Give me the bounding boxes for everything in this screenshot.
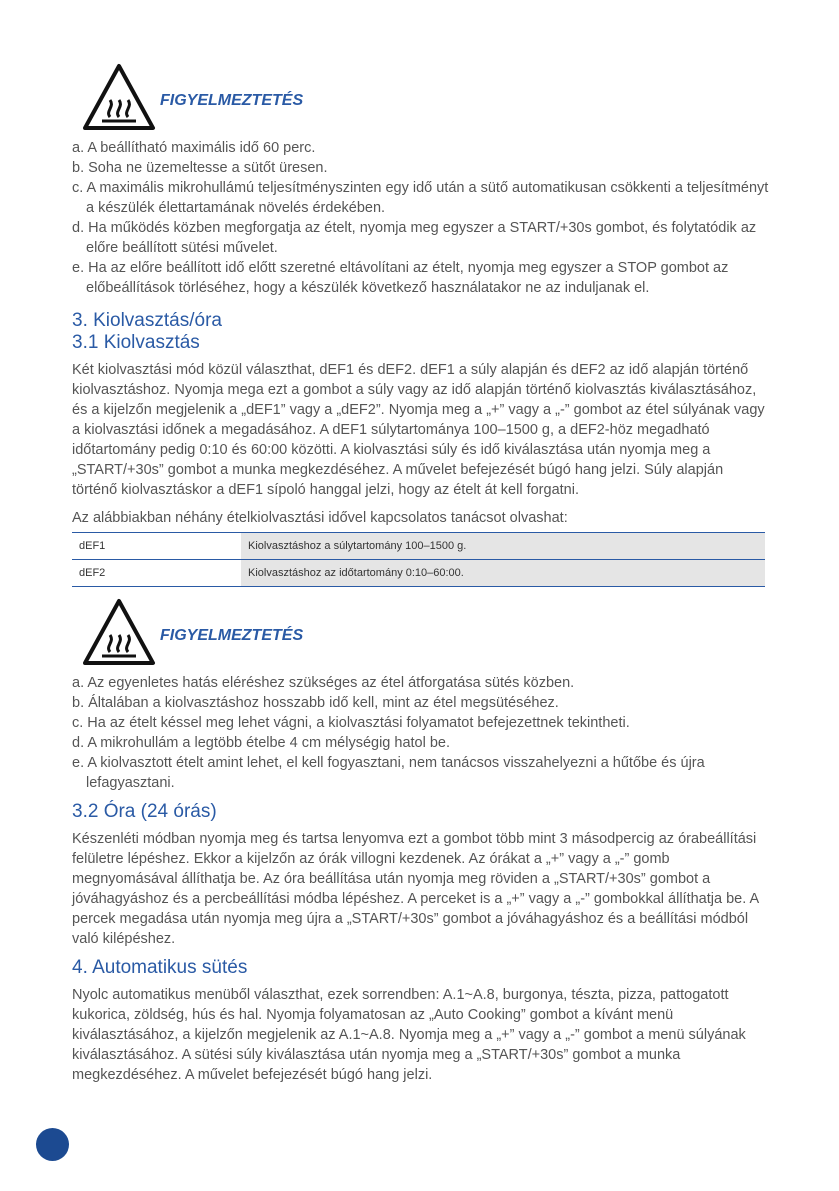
warning-list-2 — [72, 673, 772, 793]
subsection-heading: 3.2 Óra (24 órás) — [72, 801, 217, 822]
table-row — [72, 560, 765, 587]
warning-header-1 — [72, 62, 772, 138]
defrost-table — [72, 532, 765, 587]
list-item: c. A maximális mikrohullámú teljesítményszinten egy idő után a sütő automatikusan csökkenti a teljesítményt a készülék élettartamának növelés érdekében. — [72, 180, 769, 216]
table-cell: dEF2 — [72, 560, 241, 587]
section-heading: 4. Automatikus sütés — [72, 957, 248, 978]
paragraph: Két kiolvasztási mód közül választhat, dEF1 és dEF2. dEF1 a súly alapján és dEF2 az idő alapján történő kiolvasztáshoz. Nyomja mega ezt a gombot a súly vagy az idő alapján történő kiolvasztás kiválasztásához, és a kijelzőn megjelenik a „dEF1” vagy a „dEF2”. Nyomja meg a „+” vagy a „-” gombot az étel súlyának vagy a kiolvasztási időnek a megadásához. A dEF1 súlytartománya 100–1500 g, a dEF2-höz megadható időtartomány pedig 0:10 és 60:00 közötti. A kiolvasztási súly és idő kiválasztása után nyomja meg a „START/+30s” gombot a munka megkezdéséhez. A művelet befejezését búgó hang jelzi. Súly alapján történő kiolvasztáskor a dEF1 sípoló hanggal jelzi, hogy az ételt át kell forgatni. — [72, 362, 765, 498]
list-item: b. Általában a kiolvasztáshoz hosszabb idő kell, mint az étel megsütéséhez. — [72, 695, 559, 711]
list-item: d. Ha működés közben megforgatja az ételt, nyomja meg egyszer a START/+30s gombot, és folytatódik az előre beállított sütési művelet. — [72, 220, 757, 256]
table-cell: Kiolvasztáshoz a súlytartomány 100–1500 g. — [241, 533, 765, 560]
warning-list-1 — [72, 138, 772, 298]
hot-surface-warning-icon — [82, 597, 156, 667]
list-item: c. Ha az ételt késsel meg lehet vágni, a kiolvasztási folyamatot befejezettnek tekintheti. — [72, 715, 630, 731]
table-cell: Kiolvasztáshoz az időtartomány 0:10–60:00. — [241, 560, 765, 587]
page-content — [72, 62, 772, 1085]
paragraph: Készenléti módban nyomja meg és tartsa lenyomva ezt a gombot több mint 3 másodpercig az órabeállítási felületre lépéshez. Ekkor a kijelzőn az órák villogni kezdenek. Az órákat a „+” vagy a „-” gomb megnyomásával állíthatja be. Az óra beállítása után nyomja meg röviden a „START/+30s” gombot a jóváhagyáshoz és a percbeállítási módba lépéshez. A perceket is a „+” vagy a „-” gombokkal állíthatja be. A percek megadása után nyomja meg újra a „START/+30s” gombot a jóváhagyáshoz és a beállítási módból való kilépéshez. — [72, 831, 759, 947]
warning-title: FIGYELMEZTETÉS — [160, 92, 304, 109]
hot-surface-warning-icon — [82, 62, 156, 132]
list-item: e. Ha az előre beállított idő előtt szeretné eltávolítani az ételt, nyomja meg egyszer a STOP gombot az előbeállítások törléséhez, hogy a készülék következő használatakor ne az induljanak el. — [72, 260, 729, 296]
list-item: a. Az egyenletes hatás eléréshez szükséges az étel átforgatása sütés közben. — [72, 675, 575, 691]
page-marker-circle — [36, 1128, 69, 1161]
warning-title: FIGYELMEZTETÉS — [160, 627, 304, 644]
paragraph: Az alábbiakban néhány ételkiolvasztási idővel kapcsolatos tanácsot olvashat: — [72, 510, 568, 526]
section-heading: 3. Kiolvasztás/óra — [72, 310, 222, 331]
warning-header-2 — [72, 597, 772, 673]
list-item: b. Soha ne üzemeltesse a sütőt üresen. — [72, 160, 328, 176]
list-item: d. A mikrohullám a legtöbb ételbe 4 cm mélységig hatol be. — [72, 735, 451, 751]
list-item: e. A kiolvasztott ételt amint lehet, el kell fogyasztani, nem tanácsos visszahelyezni a hűtőbe és újra lefagyasztani. — [72, 755, 705, 791]
paragraph: Nyolc automatikus menüből választhat, ezek sorrendben: A.1~A.8, burgonya, tészta, pizza, pattogatott kukorica, zöldség, hús és hal. Nyomja folyamatosan az „Auto Cooking” gombot a kívánt menü kiválasztásához, a kijelzőn megjelenik az A.1~A.8. Nyomja meg a „+” vagy a „-” gombot a menü súlyának kiválasztásához. A sütési súly kiválasztása után nyomja meg a „START/+30s” gombot a munka megkezdéséhez. A művelet befejezését búgó hang jelzi. — [72, 987, 746, 1083]
subsection-heading: 3.1 Kiolvasztás — [72, 332, 200, 353]
list-item: a. A beállítható maximális idő 60 perc. — [72, 140, 316, 156]
table-cell: dEF1 — [72, 533, 241, 560]
table-row — [72, 533, 765, 560]
